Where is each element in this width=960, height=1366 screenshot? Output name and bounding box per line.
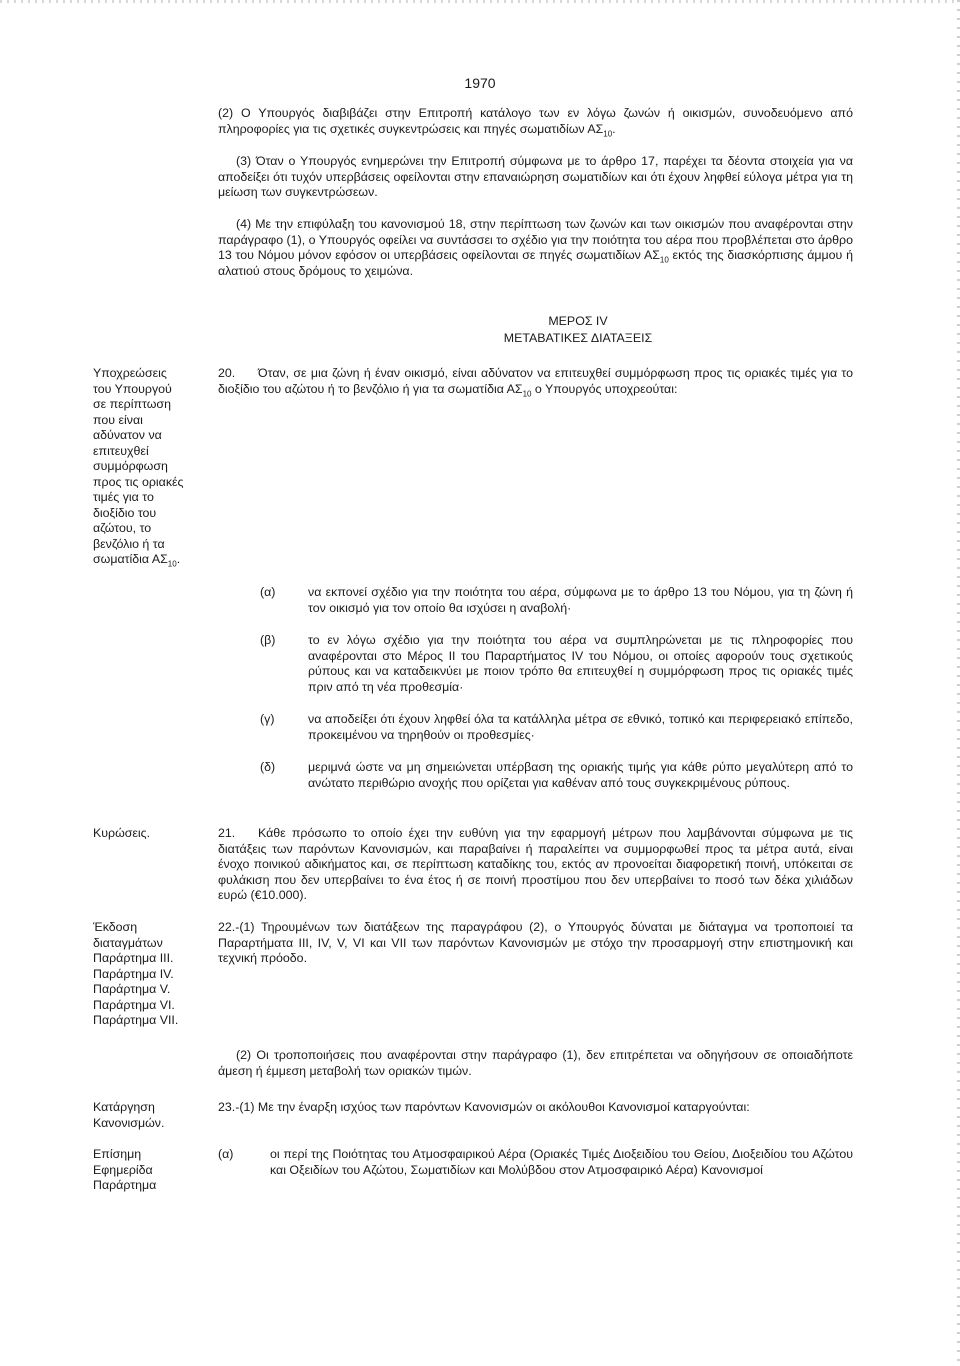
s23-text: 23.-(1) Με την έναρξη ισχύος των παρόντων Κανονισμών οι ακόλουθοι Κανονισμοί καταργούνται: xyxy=(218,1100,750,1114)
part-title: ΜΕΤΑΒΑΤΙΚΕΣ ΔΙΑΤΑΞΕΙΣ xyxy=(503,331,653,345)
s23-margin-note-2: Επίσημη Εφημερίδα Παράρτημα xyxy=(93,1147,157,1192)
scan-edge-top xyxy=(0,0,960,3)
s21-text: Κάθε πρόσωπο το οποίο έχει την ευθύνη για την εφαρμογή μέτρων που λαμβάνονται σύμφωνα με τις διατάξεις των παρόντων Κανονισμών, και παραβαίνει ή παραλείπει να συμμορφωθεί προς τα μέτρα αυτά, είναι ένοχο ποινικού αδικήματος και, σε περίπτωση καταδίκης του, εκτός αν προνοείται διαφορετική ποινή, υπόκειται σε φυλάκιση που δεν υπερβαίνει το ένα έτος ή σε ποινή προστίμου που δεν υπερβαίνει το ποσό των δέκα χιλιάδων ευρώ (€10.000). xyxy=(218,826,853,902)
s22-margin-note: Έκδοση διαταγμάτων Παράρτημα III. Παράρτημα IV. Παράρτημα V. Παράρτημα VI. Παράρτημα VII. xyxy=(93,920,179,1027)
s20-margin-note: Υποχρεώσεις του Υπουργού σε περίπτωση που είναι αδύνατον να επιτευχθεί συμμόρφωση προς τις οριακές τιμές για το διοξίδιο του αζώτου, το βενζόλιο ή τα σωματίδια $A\Sigma_{10}$. xyxy=(93,366,184,569)
paragraph-4: (4) Με την επιφύλαξη του κανονισμού 18, στην περίπτωση των ζωνών και των οικισμών που αναφέρονται στην παράγραφο (1), ο Υπουργός οφείλει να συντάσσει το σχέδιο για την ποιότητα του αέρα που προβλέπεται στο άρθρο 13 του Νόμου μόνον εφόσον οι υπερβάσεις οφείλονται σε πηγές σωματιδίων $A\Sigma_{10}$ εκτός της διασκόρπισης άμμου ή αλατιού στους δρόμους το χειμώνα. xyxy=(218,217,853,278)
s21-margin-note: Κυρώσεις. xyxy=(93,826,151,840)
s23-margin-note: Κατάργηση Κανονισμών. xyxy=(93,1100,165,1130)
s20-number: 20. xyxy=(218,366,236,380)
part-number: ΜΕΡΟΣ IV xyxy=(548,314,608,328)
s20-intro: Όταν, σε μια ζώνη ή έναν οικισμό, είναι αδύνατον να επιτευχθεί συμμόρφωση προς τις οριακές τιμές για το διοξίδιο του αζώτου ή το βενζόλιο ή για τα σωματίδια $A\Sigma_{10}$ ο Υπουργός υποχρεούται: xyxy=(218,366,853,398)
s21-number: 21. xyxy=(218,826,236,840)
page-number: 1970 xyxy=(464,75,496,91)
s22-paragraph-1: 22.-(1) Τηρουμένων των διατάξεων της παραγράφου (2), ο Υπουργός δύναται με διάταγμα να τροποποιεί τα Παραρτήματα III, IV, V, VI και VII των παρόντων Κανονισμών με στόχο την προσαρμογή στην επιστημονική και τεχνική πρόοδο. xyxy=(218,920,853,965)
s22-paragraph-2: (2) Οι τροποποιήσεις που αναφέρονται στην παράγραφο (1), δεν επιτρέπεται να οδηγήσουν σε οποιαδήποτε άμεση ή έμμεση μεταβολή των οριακών τιμών. xyxy=(218,1048,853,1078)
s23-item-a-mark: (α) xyxy=(218,1147,234,1161)
s23-item-a-text: οι περί της Ποιότητας του Ατμοσφαιρικού Αέρα (Οριακές Τιμές Διοξειδίου του Θείου, Διοξειδίου του Αζώτου και Οξειδίων του Αζώτου, Σωματιδίων και Μολύβδου στον Ατμοσφαιρικό Αέρα) Κανονισμοί xyxy=(270,1147,853,1177)
paragraph-2: (2) Ο Υπουργός διαβιβάζει στην Επιτροπή κατάλογο των εν λόγω ζωνών ή οικισμών, συνοδευόμενο από πληροφορίες για τις σχετικές συγκεντρώσεις και πηγές σωματιδίων $A\Sigma_{10}$. xyxy=(218,106,853,138)
paragraph-3: (3) Όταν ο Υπουργός ενημερώνει την Επιτροπή σύμφωνα με το άρθρο 17, παρέχει τα δέοντα στοιχεία για να αποδείξει ότι τυχόν υπερβάσεις οφείλονται στην επαναιώρηση σωματιδίων και ότι έχουν ληφθεί εύλογα μέτρα για τη μείωση των συγκεντρώσεων. xyxy=(218,154,853,199)
